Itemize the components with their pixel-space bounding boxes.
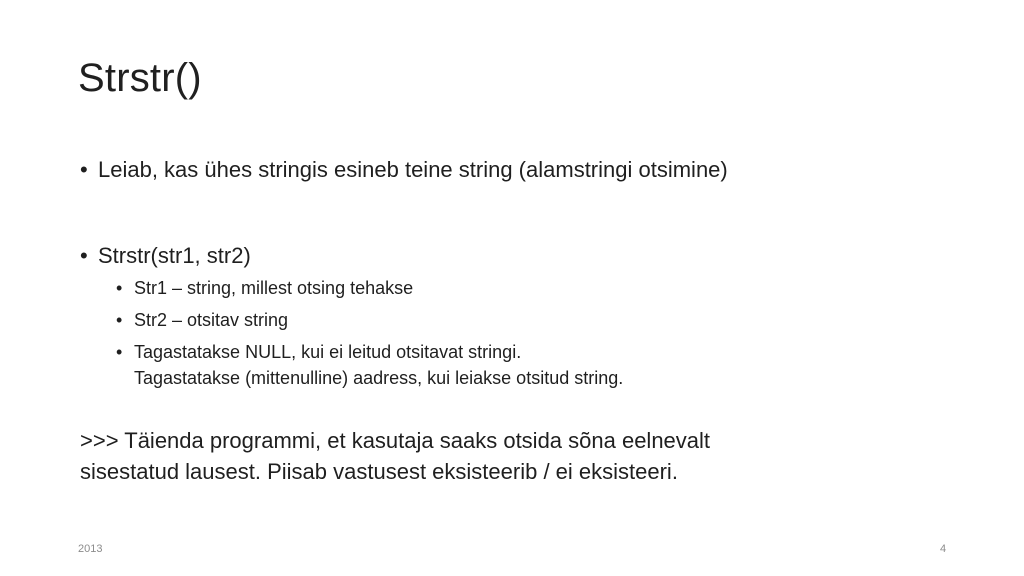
task-instruction	[80, 425, 940, 487]
footer-date: 2013	[78, 543, 103, 555]
footer-page-number: 4	[940, 543, 947, 555]
slide-content	[80, 155, 960, 487]
task-line: sisestatud lausest. Piisab vastusest eksisteerib / ei eksisteeri.	[80, 459, 678, 484]
slide-title: Strstr()	[78, 56, 202, 100]
sub-bullet-text: • Str1 – string, millest otsing tehakse	[134, 278, 414, 298]
sub-bullet-text: • Str2 – otsitav string	[134, 310, 289, 330]
sub-bullet-return	[116, 339, 960, 391]
sub-bullet-text: Tagastatakse (mittenulline) aadress, kui leiakse otsitud string.	[134, 368, 624, 388]
sub-bullet-list	[116, 275, 960, 391]
sub-bullet-str2	[116, 307, 960, 333]
sub-bullet-str1	[116, 275, 960, 301]
bullet-description: • Leiab, kas ühes stringis esineb teine string (alamstringi otsimine)	[80, 155, 960, 185]
bullet-syntax: • Strstr(str1, str2)	[80, 241, 960, 271]
task-line: >>> Täienda programmi, et kasutaja saaks otsida sõna eelnevalt	[80, 428, 711, 453]
sub-bullet-text: • Tagastatakse NULL, kui ei leitud otsitavat stringi.	[134, 342, 522, 362]
